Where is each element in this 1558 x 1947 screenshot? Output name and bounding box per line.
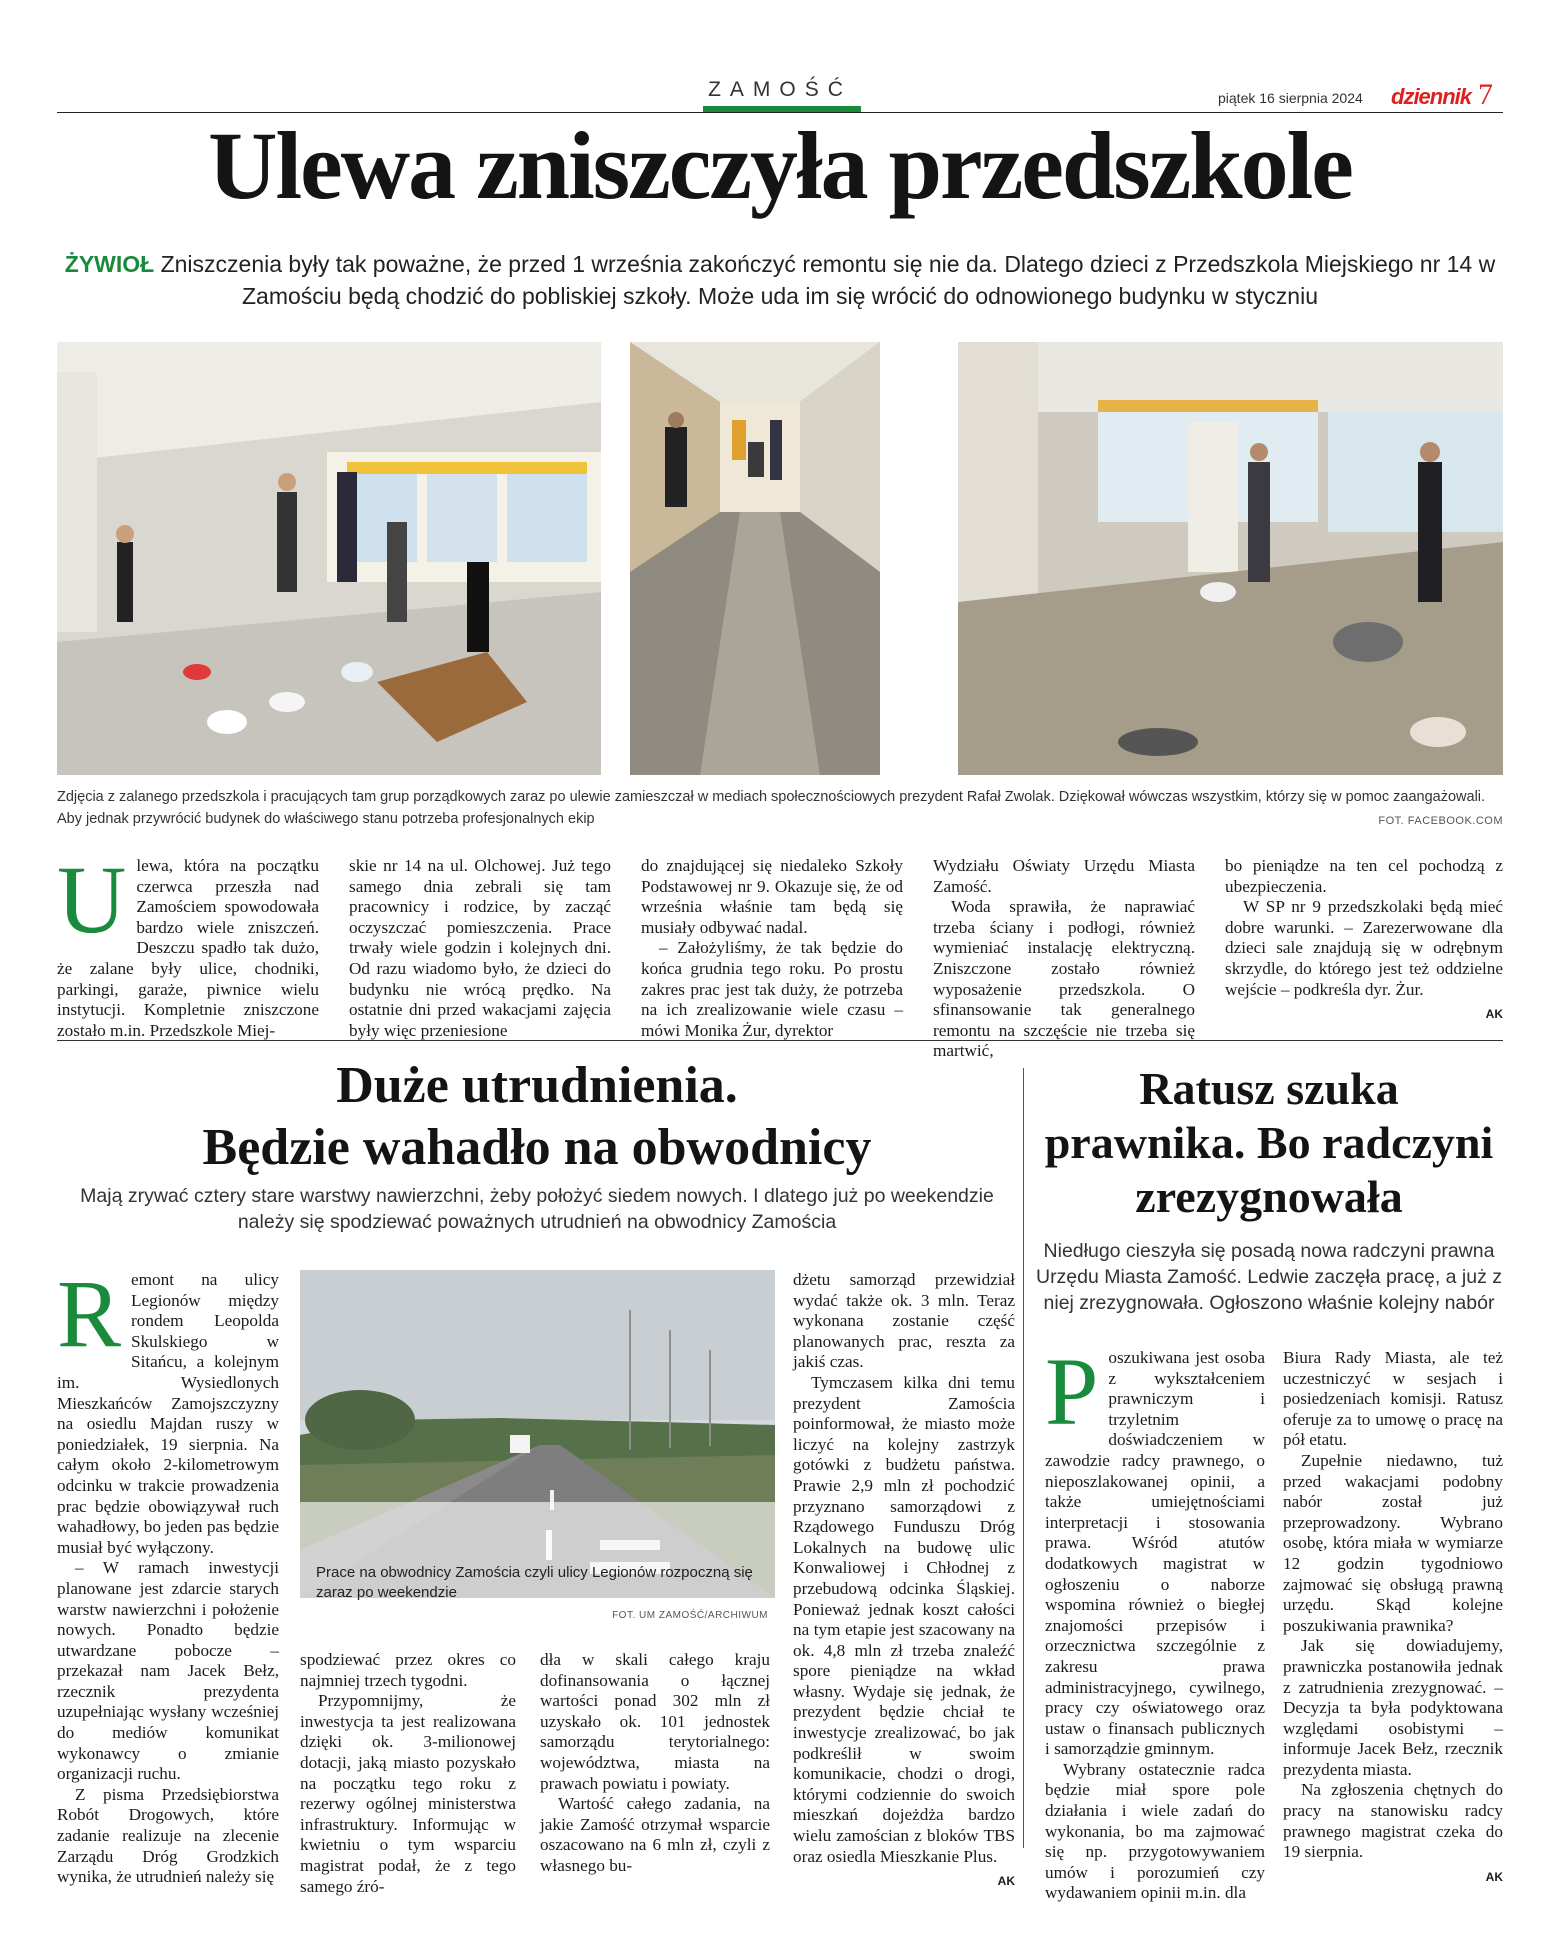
- article2-headline: [57, 1055, 1017, 1179]
- lead-text: Zniszczenia były tak poważne, że przed 1 września zakończyć remontu się nie da. Dlatego dzieci z Przedszkola Miejskiego nr 14 w Zamościu będą chodzić do pobliskiej szkoły. Może uda im się wrócić do odnowionego budynku w styczniu: [154, 251, 1496, 309]
- dropcap: U: [57, 846, 127, 953]
- headline-line: zrezygnowała: [1135, 1171, 1403, 1222]
- brand-logo: dziennik: [1391, 84, 1472, 109]
- paragraph: do znajdującej się niedaleko Szkoły Podstawowej nr 9. Okazuje się, że od września właśnie tam będą się musiały odbywać nadal.: [641, 856, 903, 937]
- paragraph: dżetu samorząd przewidział wydać także ok. 3 mln. Teraz wykonana zostanie część planowanych prac, reszta za jakiś czas.: [793, 1270, 1015, 1372]
- paragraph: spodziewać przez okres co najmniej trzech tygodni.: [300, 1650, 516, 1690]
- section-label: ZAMOŚĆ: [708, 78, 852, 101]
- article2-column-2: [300, 1650, 516, 1897]
- paragraph: Tymczasem kilka dni temu prezydent Zamościa poinformował, że miasto może liczyć na kolejny zastrzyk gotówki z budżetu państwa. Prawie 2,9 mln zł pochodzić przyznano samorządowi z Rządowego Funduszu Dróg Lokalnych na budowę ulic Konwaliowej i Chłodnej z przebudową odcinka Śląskiej. Ponieważ jednak koszt całości na tym etapie jest szacowany na ok. 4,8 mln zł trzeba znaleźć spore pieniądze na wkład własny. Wydaje się jednak, że prezydent będzie chciał te inwestycje zrealizować, bo jak podkreślił w swoim komunikacie, chodzi o drogi, którymi codziennie do swoich mieszkań dojeżdża bardzo wielu zamościan z bloków TBS oraz osiedla Mieszkanie Plus.: [793, 1372, 1015, 1866]
- article2-photo-caption: Prace na obwodnicy Zamościa czyli ulicy Legionów rozpoczną się zaraz po weekendzie: [316, 1564, 753, 1601]
- headline-line: prawnika. Bo radczyni: [1044, 1117, 1494, 1168]
- photo-credit: FOT. FACEBOOK.COM: [1378, 815, 1503, 827]
- column-separator: [1023, 1068, 1024, 1848]
- paragraph: Z pisma Przedsiębiorstwa Robót Drogowych, które zadanie realizuje na zlecenie Zarządu Dróg Grodzkich wynika, że utrudnień należy się: [57, 1784, 279, 1887]
- author-signature: AK: [1485, 1007, 1503, 1022]
- paragraph: dła w skali całego kraju dofinansowania o łącznej wartości ponad 302 mln zł uzyskało ok. 101 jednostek samorządu terytorialnego: województwa, miasta na prawach powiatu i powiaty.: [540, 1650, 770, 1793]
- paragraph: W SP nr 9 przedszkolaki będą mieć dobre warunki. – Zarezerwowane dla dzieci sale znajdują się w odrębnym skrzydle, do którego jest też oddzielne wejście – podkreśla dyr. Żur.: [1225, 897, 1503, 999]
- article3-column-2: [1283, 1348, 1503, 1887]
- paragraph: Wydziału Oświaty Urzędu Miasta Zamość.: [933, 856, 1195, 896]
- paragraph: bo pieniądze na ten cel pochodzą z ubezpieczenia.: [1225, 856, 1503, 896]
- headline-line: Ratusz szuka: [1139, 1063, 1399, 1114]
- main-lead: [57, 248, 1503, 312]
- paragraph: – W ramach inwestycji planowane jest zdarcie starych warstw nawierzchni i położenie nowych. Ponadto będzie utwardzane pobocze – przekazał nam Jacek Bełz, rzecznik prezydenta uzupełniając wysłany wcześniej do mediów komunikat wykonawcy o zmianie organizacji ruchu.: [57, 1558, 279, 1784]
- paragraph: Przypomnijmy, że inwestycja ta jest realizowana dzięki ok. 3-milionowej dotacji, jaką miasto pozyskało na początku tego roku z rezerwy ogólnej ministerstwa infrastruktury. Informując w kwietniu o tym wsparciu magistrat podał, że z tego samego źró-: [300, 1691, 516, 1896]
- dropcap: R: [57, 1260, 122, 1367]
- main-headline: Ulewa zniszczyła przedszkole: [208, 112, 1352, 219]
- article2-photo-credit: FOT. UM ZAMOŚĆ/ARCHIWUM: [612, 1610, 768, 1621]
- paragraph: emont na ulicy Legionów między rondem Leopolda Skulskiego w Sitańcu, a kolejnym im. Wysiedlonych Mieszkańców Zamojszczyzny na osiedlu Majdan ruszy w poniedziałek, 19 sierpnia. Na całym około 2-kilometrowym odcinku w trakcie prowadzenia prac będzie obowiązywał ruch wahadłowy, bo jeden pas będzie musiał być wyłączony.: [57, 1270, 279, 1557]
- paragraph: Na zgłoszenia chętnych do pracy na stanowisku radcy prawnego magistrat czeka do 19 sierpnia.: [1283, 1780, 1503, 1862]
- article3-headline: [1035, 1062, 1503, 1224]
- dropcap: P: [1045, 1338, 1099, 1445]
- paragraph: Wartość całego zadania, na jakie Zamość otrzymał wsparcie oszacowano na 6 mln zł, czyli z własnego bu-: [540, 1794, 770, 1875]
- paragraph: Jak się dowiadujemy, prawniczka postanowiła jednak z zatrudnienia zrezygnować. – Decyzja ta była podyktowana względami osobistymi – informuje Jacek Bełz, rzecznik prezydenta miasta.: [1283, 1636, 1503, 1779]
- main-photo-caption: [57, 786, 1503, 832]
- paragraph: Woda sprawiła, że naprawiać trzeba ściany i podłogi, również wymieniać instalację elektryczną. Zniszczone zostało również wyposażenie przedszkola. O sfinansowanie tak generalnego remontu na szczęście nie trzeba się martwić,: [933, 897, 1195, 1061]
- paragraph: lewa, która na początku czerwca przeszła nad Zamościem spowodowała bardzo wiele zniszczeń. Deszczu spadło tak dużo, że zalane były ulice, chodniki, parkingi, garaże, piwnice wielu instytucji. Kompletnie zniszczone zostało m.in. Przedszkole Miej-: [57, 856, 319, 1040]
- article2-column-1: [57, 1260, 279, 1888]
- article3-lead: Niedługo cieszyła się posadą nowa radczyni prawna Urzędu Miasta Zamość. Ledwie zaczęła pracę, a już z niej zrezygnowała. Ogłoszono właśnie kolejny nabór: [1035, 1240, 1503, 1314]
- paragraph: Biura Rady Miasta, ale też uczestniczyć w sesjach i posiedzeniach komisji. Ratusz oferuje za to umowę o pracę na pół etatu.: [1283, 1348, 1503, 1450]
- article2-lead: Mają zrywać cztery stare warstwy nawierzchni, żeby położyć siedem nowych. I dlatego już po weekendzie należy się spodziewać poważnych utrudnień na obwodnicy Zamościa: [80, 1185, 994, 1233]
- lead-kicker: ŻYWIOŁ: [64, 251, 155, 277]
- photo-classroom-cleanup: [57, 342, 601, 775]
- paragraph: Zupełnie niedawno, tuż przed wakacjami podobny nabór został już przeprowadzony. Wybrano osobę, która miała w wymiarze 12 godzin tygodniowo zajmować się obsługą prawną urzędu. Skąd kolejne poszukiwania prawnika?: [1283, 1450, 1503, 1635]
- main-column-3: [641, 856, 903, 1041]
- paragraph: skie nr 14 na ul. Olchowej. Już tego samego dnia zebrali się tam pracownicy i rodzice, by zacząć oczyszczać pomieszczenia. Prace trwały wiele godzin i kolejnych dni. Od razu wiadomo było, że dzieci do budynku nie wrócą prędko. Na ostatnie dni przed wakacjami zajęcia były więc przeniesione: [349, 856, 611, 1040]
- article2-column-3: [540, 1650, 770, 1877]
- paragraph: oszukiwana jest osoba z wykształceniem prawniczym i trzyletnim doświadczeniem w zawodzie radcy prawnego, o nieposzlakowanej opinii, a także umiejętnościami interpretacji i stosowania prawa. Wśród atutów dodatkowych magistrat w ogłoszeniu o naborze wspomina również o biegłej znajomości przepisów i orzecznictwa szczególnie z zakresu prawa administracyjnego, cywilnego, pracy czy oświatowego oraz ustaw o finansach publicznych i samorządzie gminnym.: [1045, 1348, 1265, 1759]
- page-date: piątek 16 sierpnia 2024: [1218, 90, 1363, 106]
- author-signature: AK: [1485, 1869, 1503, 1884]
- article-separator: [57, 1040, 1503, 1041]
- article3-column-1: [1045, 1338, 1265, 1904]
- page-number: 7: [1478, 78, 1493, 111]
- main-column-2: [349, 856, 611, 1041]
- article2-column-4: [793, 1270, 1015, 1892]
- caption-text: Zdjęcia z zalanego przedszkola i pracujących tam grup porządkowych zaraz po ulewie zamieszczał w mediach społecznościowych prezydent Rafał Zwolak. Dziękował wówczas wszystkim, którzy się w pomoc zaangażowali. Aby jednak przywrócić budynek do właściwego stanu potrzeba profesjonalnych ekip: [57, 789, 1486, 827]
- main-column-4: [933, 856, 1195, 1062]
- headline-line: Będzie wahadło na obwodnicy: [202, 1119, 872, 1176]
- paragraph: – Założyliśmy, że tak będzie do końca grudnia tego roku. Po prostu zakres prac jest tak duży, że potrzeba na ich zrealizowanie wiele czasu – mówi Monika Żur, dyrektor: [641, 938, 903, 1040]
- main-column-1: [57, 846, 319, 1041]
- photo-bypass-road: [300, 1270, 775, 1598]
- photo-flooded-corridor: [630, 342, 880, 775]
- headline-line: Duże utrudnienia.: [336, 1057, 738, 1114]
- photo-classroom-floor: [958, 342, 1503, 775]
- main-column-5: [1225, 856, 1503, 1025]
- paragraph: Wybrany ostatecznie radca będzie miał spore pole działania i wiele zadań do wykonania, bo ma zajmować się np. przygotowywaniem umów i porozumień czy wydawaniem opinii m.in. dla: [1045, 1759, 1265, 1903]
- author-signature: AK: [997, 1874, 1015, 1889]
